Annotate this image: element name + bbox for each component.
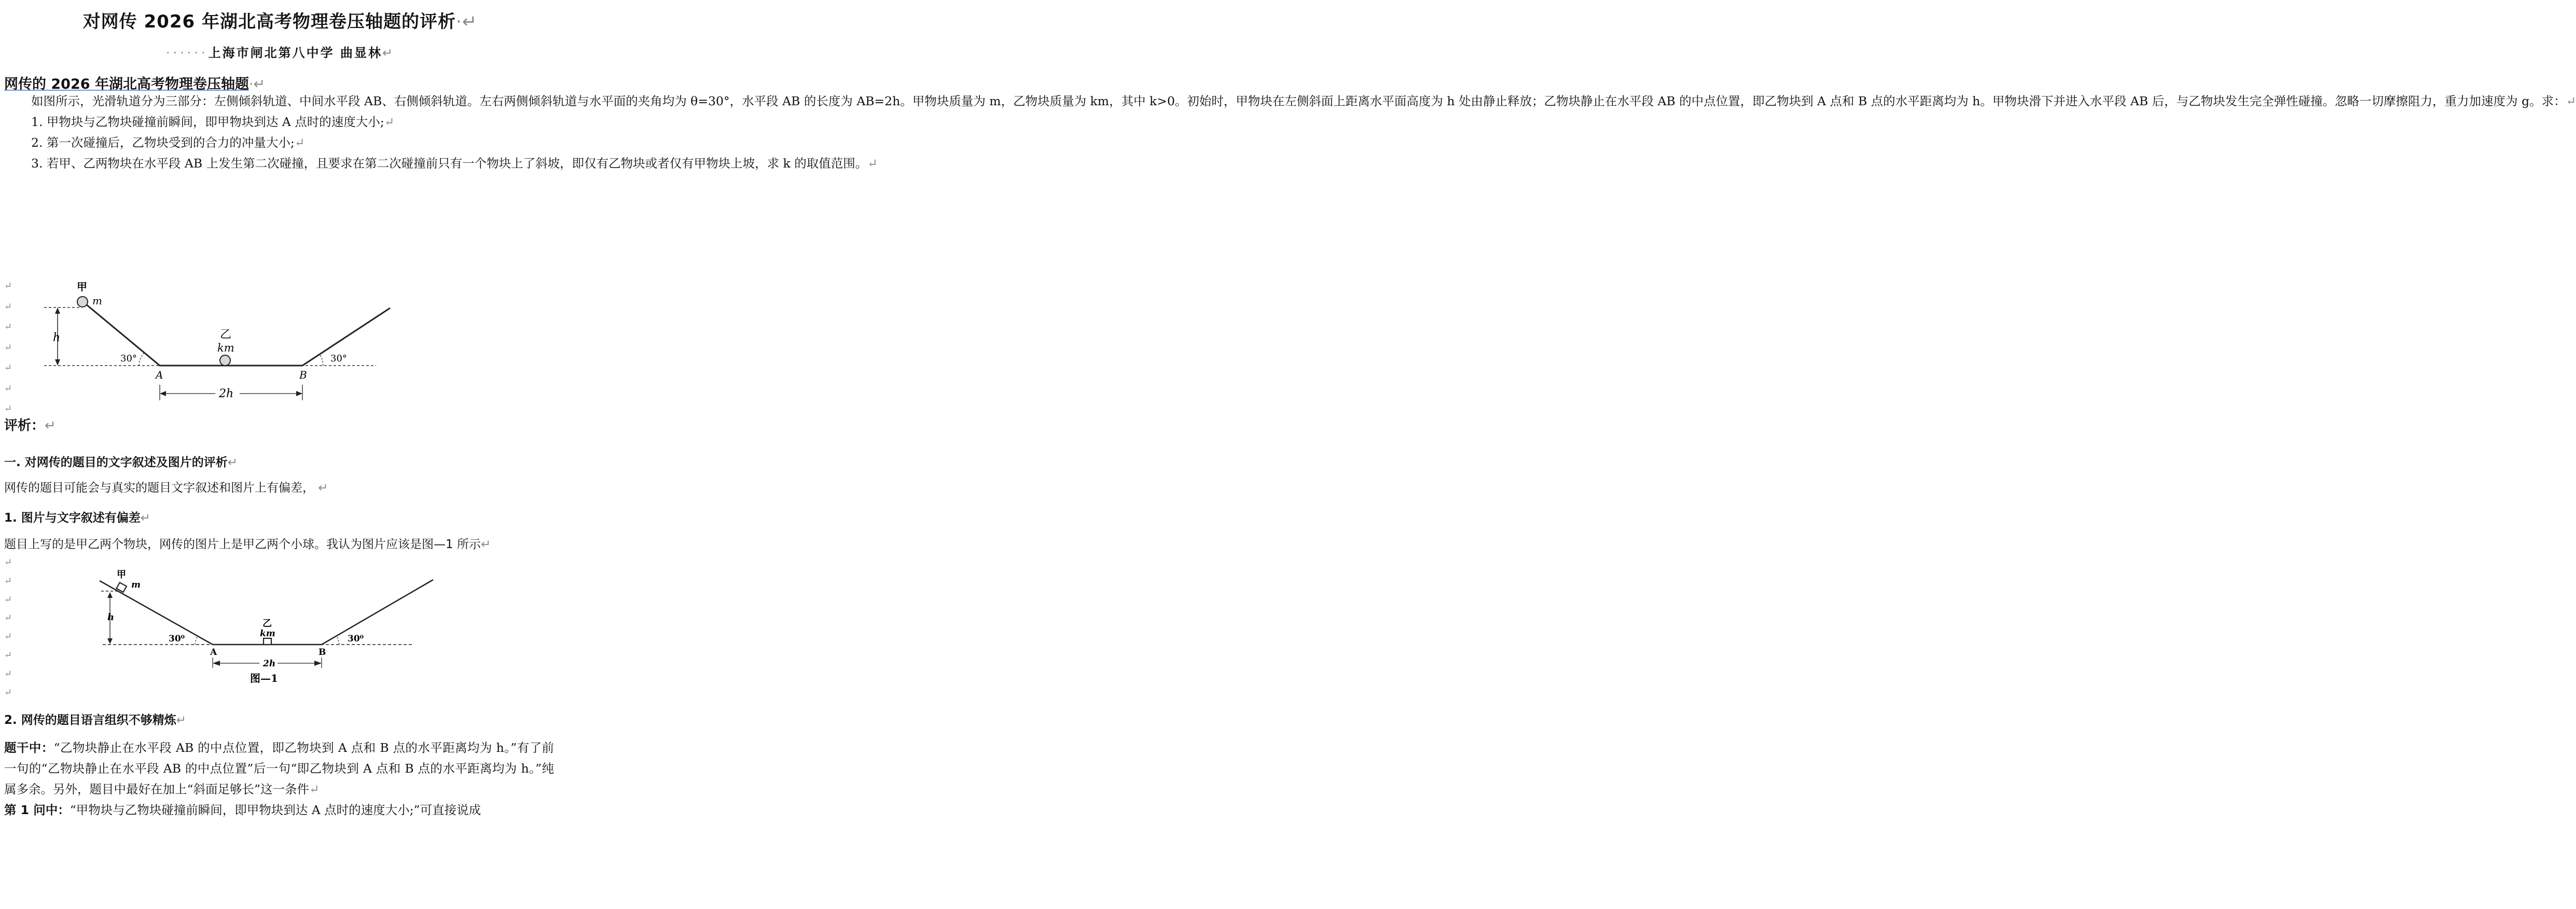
label-jia: 甲 [77, 281, 87, 293]
angle-right: 30⁰ [348, 634, 364, 644]
label-km: km [260, 628, 275, 639]
label-m: m [131, 580, 141, 590]
angle-right: 30° [330, 353, 347, 364]
sub1-heading: 1. 图片与文字叙述有偏差↵ [4, 511, 151, 525]
label-jia: 甲 [117, 569, 126, 580]
question-1: 1. 甲物块与乙物块碰撞前瞬间，即甲物块到达 A 点时的速度大小; [31, 115, 384, 129]
author-line: ······上海市闸北第八中学 曲显林↵ [165, 46, 395, 60]
label-B: B [299, 369, 307, 381]
angle-arc-right [337, 636, 339, 645]
section2-heading: 2. 网传的题目语言组织不够精炼↵ [4, 714, 187, 727]
label-h: h [107, 612, 115, 623]
ball-yi [220, 355, 230, 366]
paragraph-marks-2: ↵ ↵ ↵ ↵ ↵ ↵ ↵ ↵ [4, 557, 12, 698]
angle-left: 30⁰ [169, 634, 185, 644]
sub1-text: 题目上写的是甲乙两个物块，网传的图片上是甲乙两个小球。我认为图片应该是图—1 所示↵ [4, 538, 491, 551]
question-2: 2. 第一次碰撞后，乙物块受到的合力的冲量大小; [31, 135, 295, 150]
q1-text: “甲物块与乙物块碰撞前瞬间，即甲物块到达 A 点时的速度大小;”可直接说成 [70, 803, 481, 817]
problem-paragraph: 如图所示，光滑轨道分为三部分：左侧倾斜轨道、中间水平段 AB、右侧倾斜轨道。左右两侧倾斜轨道与水平面的夹角均为 θ=30°，水平段 AB 的长度为 AB=2h。甲物块质量为 m，乙物块质量为 km，其中 k>0。初始时，甲物块在左侧斜面上距离水平面高度为 h 处由静止释放；乙物块静止在水平段 AB 的中点位置，即乙物块到 A 点和 B 点的水平距离均为 h。甲物块滑下并进入水平段 AB 后，与乙物块发生完全弹性碰撞。忽略一切摩擦阻力，重力加速度为 g。求： [31, 94, 2566, 108]
track-figure-blocks [93, 565, 441, 695]
block-yi [264, 638, 271, 645]
stem-text: “乙物块静止在水平段 AB 的中点位置，即乙物块到 A 点和 B 点的水平距离均为 h。”有了前一句的“乙物块静止在水平段 AB 的中点位置”后一句“即乙物块到 A 点和 B 点的水平距离均为 h。”纯属多余。另外，题目中最好在加上“斜面足够长”这一条件 [4, 740, 555, 796]
label-h: h [53, 331, 61, 344]
label-yi: 乙 [220, 328, 232, 341]
problem-heading: 网传的 2026 年湖北高考物理卷压轴题·↵ [4, 76, 266, 92]
label-A: A [156, 369, 163, 381]
label-B: B [318, 647, 326, 658]
label-A: A [210, 647, 217, 658]
label-2h: 2h [219, 387, 234, 400]
analysis-label: 评析：↵ [4, 418, 56, 433]
paragraph-marks: ↵ ↵ ↵ ↵ ↵ ↵ ↵ [4, 281, 12, 414]
angle-arc-right [320, 354, 323, 366]
section2-body: 题干中：“乙物块静止在水平段 AB 的中点位置，即乙物块到 A 点和 B 点的水平距离均为 h。”有了前一句的“乙物块静止在水平段 AB 的中点位置”后一句“即乙物块到 A 点和 B 点的水平距离均为 h。”纯属多余。另外，题目中最好在加上“斜面足够长”这一条件↵ 第 1 问中：“甲物块与乙物块碰撞前瞬间，即甲物块到达 A 点时的速度大小;”可直接说成 [4, 740, 555, 817]
q1-label: 第 1 问中： [4, 803, 70, 817]
ball-jia [77, 297, 88, 307]
label-yi: 乙 [262, 618, 272, 629]
section1-intro: 网传的题目可能会与真实的题目文字叙述和图片上有偏差， ↵ [4, 481, 328, 495]
figure-caption: 图—1 [250, 672, 278, 684]
label-km: km [217, 342, 234, 354]
track-figure-balls [31, 277, 405, 412]
section1-heading: 一. 对网传的题目的文字叙述及图片的评析↵ [4, 456, 238, 469]
problem-statement: 如图所示，光滑轨道分为三部分：左侧倾斜轨道、中间水平段 AB、右侧倾斜轨道。左右两侧倾斜轨道与水平面的夹角均为 θ=30°，水平段 AB 的长度为 AB=2h。甲物块质量为 m，乙物块质量为 km，其中 k>0。初始时，甲物块在左侧斜面上距离水平面高度为 h 处由静止释放；乙物块静止在水平段 AB 的中点位置，即乙物块到 A 点和 B 点的水平距离均为 h。甲物块滑下并进入水平段 AB 后，与乙物块发生完全弹性碰撞。忽略一切摩擦阻力，重力加速度为 g。求：↵ 1. 甲物块与乙物块碰撞前瞬间，即甲物块到达 A 点时的速度大小;↵ 2. 第一次碰撞后，乙物块受到的合力的冲量大小;↵ 3. 若甲、乙两物块在水平段 AB 上发生第二次碰撞，且要求在第二次碰撞前只有一个物块上了斜坡，即仅有乙物块或者仅有甲物块上坡，求 k 的取值范围。↵ [31, 94, 2576, 171]
stem-label: 题干中： [4, 740, 54, 755]
label-m: m [92, 295, 102, 307]
question-3: 3. 若甲、乙两物块在水平段 AB 上发生第二次碰撞，且要求在第二次碰撞前只有一个物块上了斜坡，即仅有乙物块或者仅有甲物块上坡，求 k 的取值范围。 [31, 156, 868, 171]
document-title: 对网传 2026 年湖北高考物理卷压轴题的评析·↵ [82, 11, 478, 32]
angle-arc-left [195, 636, 198, 645]
angle-left: 30° [120, 353, 137, 364]
angle-arc-left [139, 353, 144, 366]
label-2h: 2h [263, 659, 276, 669]
